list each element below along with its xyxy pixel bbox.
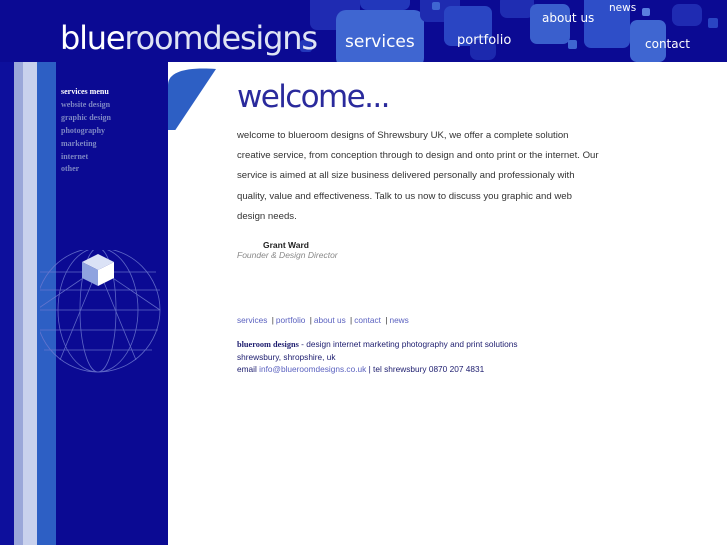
nav-contact[interactable]: contact — [645, 37, 690, 51]
divider: | — [347, 315, 353, 325]
header-tile — [432, 2, 440, 10]
footer-contact — [237, 364, 484, 374]
footer-links — [237, 315, 409, 325]
menu-item-website-design[interactable]: website design — [61, 99, 111, 109]
header-tile — [568, 40, 577, 49]
signature-role: Founder & Design Director — [237, 250, 338, 260]
header-tile — [642, 8, 650, 16]
cube-icon — [82, 254, 114, 286]
footer-link-news[interactable]: news — [389, 315, 409, 325]
header-tile — [708, 18, 718, 28]
footer-email-label: email — [237, 364, 260, 374]
menu-item-photography[interactable]: photography — [61, 125, 106, 135]
logo[interactable] — [60, 19, 317, 57]
page-title: welcome... — [237, 79, 389, 115]
logo-part-blue: blue — [60, 19, 125, 57]
sidebar-stripe — [23, 0, 37, 545]
logo-part-roomdesigns: roomdesigns — [124, 19, 317, 57]
menu-item-graphic-design[interactable]: graphic design — [61, 112, 112, 122]
footer-email-link[interactable]: info@blueroomdesigns.co.uk — [259, 364, 367, 374]
menu-item-other[interactable]: other — [61, 164, 80, 174]
services-menu — [61, 86, 111, 176]
footer-address: shrewsbury, shropshire, uk — [237, 352, 336, 362]
menu-item-marketing[interactable]: marketing — [61, 138, 97, 148]
nav-news[interactable]: news — [609, 2, 637, 14]
sidebar-stripe — [0, 0, 14, 545]
nav-portfolio[interactable]: portfolio — [457, 33, 512, 48]
divider: | — [307, 315, 312, 325]
footer-tel: | tel shrewsbury 0870 207 4831 — [366, 364, 485, 374]
services-menu-title: services menu — [61, 87, 109, 96]
header-tile — [360, 0, 410, 10]
sidebar-stripe — [14, 0, 23, 545]
divider: | — [382, 315, 388, 325]
intro-text: welcome to blueroom designs of Shrewsbury UK, we offer a complete solution creative service, from conception through to design and onto print or the internet. Our service is aimed at all size business delivered personally and professionaly with quality, value and effectiveness. Talk to us now to discuss you graphic and web design needs. — [237, 130, 599, 222]
header-tile — [500, 0, 534, 18]
footer-link-portfolio[interactable]: portfolio — [275, 315, 306, 325]
nav-services[interactable]: services — [345, 32, 415, 52]
menu-item-internet[interactable]: internet — [61, 151, 89, 161]
footer-tagline-text: - design internet marketing photography and print solutions — [298, 339, 518, 349]
footer-brand: blueroom designs — [237, 340, 299, 349]
footer-link-contact[interactable]: contact — [354, 315, 381, 325]
globe-graphic — [40, 250, 168, 380]
divider: | — [269, 315, 274, 325]
nav-about-us[interactable]: about us — [542, 11, 595, 25]
signature-name: Grant Ward — [263, 240, 309, 250]
header-tile — [672, 4, 702, 26]
footer-link-services[interactable]: services — [237, 315, 268, 325]
footer-tagline — [237, 339, 517, 349]
footer-link-about-us[interactable]: about us — [313, 315, 346, 325]
